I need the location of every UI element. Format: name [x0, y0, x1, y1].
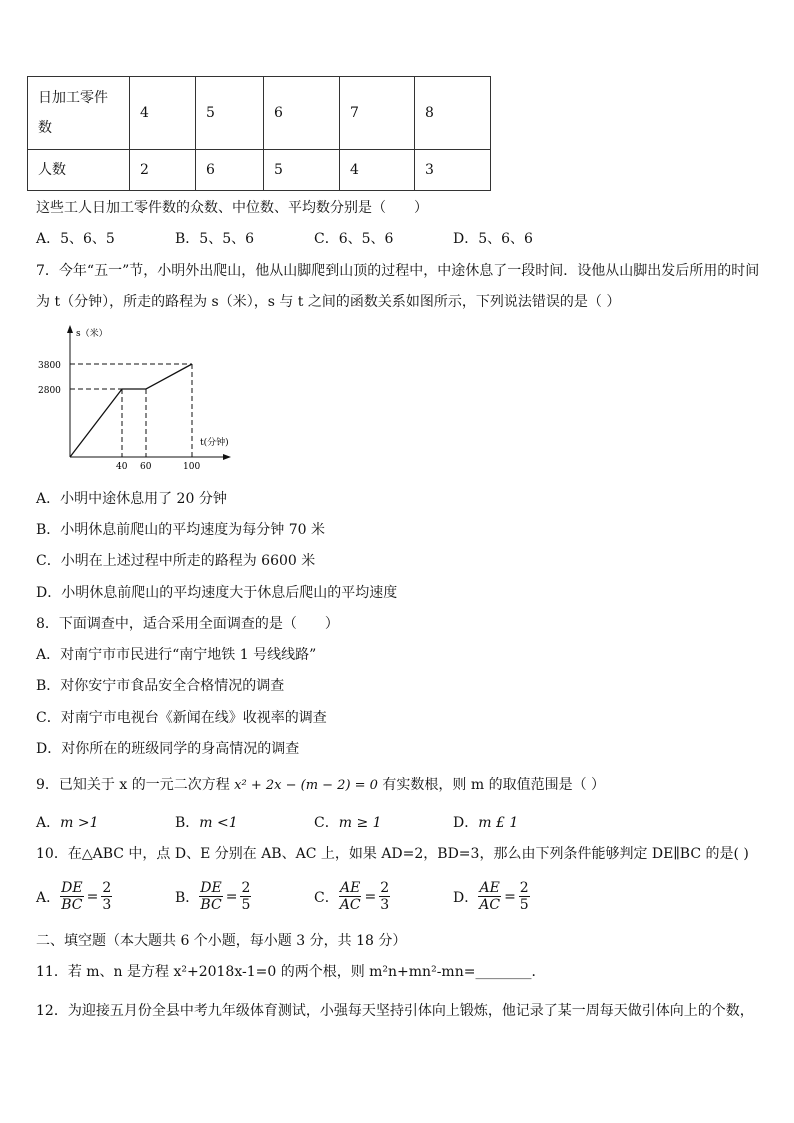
- fraction: [240, 880, 251, 913]
- denominator: BC: [61, 897, 83, 913]
- q10-option-b: [175, 880, 251, 913]
- q12-question: 12．为迎接五月份全县中考九年级体育测试，小强每天坚持引体向上锻炼，他记录了某一周每天做引体向上的个数，: [36, 1003, 754, 1019]
- numerator: AE: [339, 880, 361, 896]
- denominator: AC: [479, 897, 501, 913]
- option-letter: B．: [175, 889, 200, 906]
- q6-question: 这些工人日加工零件数的众数、中位数、平均数分别是（ ）: [36, 200, 428, 216]
- equals-sign: =: [86, 888, 99, 905]
- denominator: 5: [519, 897, 529, 913]
- q9-prefix: 9．已知关于 x 的一元二次方程: [36, 777, 230, 793]
- q7-option-b: B．小明休息前爬山的平均速度为每分钟 70 米: [36, 522, 326, 538]
- numerator: DE: [61, 880, 83, 896]
- fraction: [101, 880, 112, 913]
- q10-option-c: [314, 880, 390, 913]
- table-cell: 8: [415, 77, 491, 150]
- q8-option-d: D．对你所在的班级同学的身高情况的调查: [36, 741, 300, 757]
- option-expr: m ≥ 1: [338, 815, 382, 831]
- x-axis-label: t(分钟): [200, 438, 229, 448]
- q9-equation: x² + 2x − (m − 2) = 0: [234, 778, 378, 793]
- q7-question-line2: 为 t（分钟），所走的路程为 s（米），s 与 t 之间的函数关系如图所示，下列说法错误的是（ ）: [36, 294, 621, 310]
- q6-option-d: D．5、6、6: [453, 231, 533, 247]
- q10-option-d: [453, 880, 530, 913]
- q8-question: 8．下面调查中，适合采用全面调查的是（ ）: [36, 616, 339, 632]
- x-tick-60: 60: [140, 462, 152, 472]
- q8-option-c: C．对南宁市电视台《新闻在线》收视率的调查: [36, 710, 327, 726]
- numerator: 2: [519, 880, 529, 896]
- q7-question-line1: 7．今年“五一”节，小明外出爬山，他从山脚爬到山顶的过程中，中途休息了一段时间．设他从山脚出发后所用的时间: [36, 263, 760, 279]
- fraction: [478, 880, 501, 913]
- option-expr: m £ 1: [478, 815, 519, 831]
- table-cell: 2: [130, 150, 196, 191]
- distance-time-graph: [30, 322, 260, 474]
- denominator: 5: [241, 897, 251, 913]
- numerator: DE: [200, 880, 222, 896]
- section-heading-fill-in: 二、填空题（本大题共 6 个小题，每小题 3 分，共 18 分）: [36, 933, 407, 949]
- table-cell: 6: [264, 77, 340, 150]
- option-letter: D．: [453, 889, 479, 906]
- equals-sign: =: [225, 888, 238, 905]
- option-expr: m >1: [60, 815, 99, 831]
- x-tick-100: 100: [183, 462, 201, 472]
- numerator: AE: [479, 880, 500, 896]
- equals-sign: =: [504, 888, 516, 905]
- y-tick-2800: 2800: [38, 386, 61, 396]
- option-letter: A．: [36, 815, 61, 831]
- q8-option-b: B．对你安宁市食品安全合格情况的调查: [36, 678, 285, 694]
- numerator: 2: [380, 880, 390, 896]
- fraction: [199, 880, 222, 913]
- x-tick-40: 40: [116, 462, 128, 472]
- option-letter: C．: [314, 889, 339, 906]
- fraction: [339, 880, 362, 913]
- denominator: 3: [102, 897, 112, 913]
- q6-option-b: B．5、5、6: [175, 231, 255, 247]
- q9-option-a: [36, 814, 99, 832]
- q10-option-a: [36, 880, 112, 913]
- denominator: 3: [380, 897, 390, 913]
- y-axis-label: s（米）: [76, 329, 108, 339]
- table-row: [28, 77, 491, 150]
- fraction: [379, 880, 390, 913]
- fraction: [519, 880, 530, 913]
- q9-option-c: [314, 814, 382, 832]
- table-row-header: 日加工零件数: [28, 77, 130, 150]
- q11-question: 11．若 m、n 是方程 x²+2018x-1=0 的两个根，则 m²n+mn²-mn=________．: [36, 964, 546, 980]
- q10-question: 10．在△ABC 中，点 D、E 分别在 AB、AC 上，如果 AD=2，BD=3，那么由下列条件能够判定 DE∥BC 的是( ): [36, 846, 749, 862]
- table-cell: 4: [340, 150, 415, 191]
- table-cell: 4: [130, 77, 196, 150]
- q7-option-d: D．小明休息前爬山的平均速度大于休息后爬山的平均速度: [36, 585, 398, 601]
- option-letter: A．: [36, 889, 61, 906]
- q9-option-b: [175, 814, 238, 832]
- q6-option-c: C．6、5、6: [314, 231, 394, 247]
- q9-option-d: [453, 814, 518, 832]
- q8-option-a: A．对南宁市市民进行“南宁地铁 1 号线线路”: [36, 647, 317, 663]
- option-letter: C．: [314, 815, 339, 831]
- table-cell: 3: [415, 150, 491, 191]
- option-letter: D．: [453, 815, 479, 831]
- y-tick-3800: 3800: [38, 361, 61, 371]
- q9-question: [36, 776, 605, 795]
- q7-option-a: A．小明中途休息用了 20 分钟: [36, 491, 227, 507]
- table-cell: 7: [340, 77, 415, 150]
- table-row: [28, 150, 491, 191]
- table-row-header: 人数: [28, 150, 130, 191]
- denominator: BC: [200, 897, 222, 913]
- numerator: 2: [102, 880, 112, 896]
- equals-sign: =: [364, 888, 377, 905]
- q6-option-a: A．5、6、5: [36, 231, 115, 247]
- table-cell: 5: [196, 77, 264, 150]
- frequency-table: [27, 76, 491, 191]
- option-letter: B．: [175, 815, 200, 831]
- y-axis-arrow: [67, 325, 73, 333]
- table-cell: 6: [196, 150, 264, 191]
- distance-line: [70, 364, 192, 457]
- numerator: 2: [241, 880, 251, 896]
- q7-option-c: C．小明在上述过程中所走的路程为 6600 米: [36, 553, 316, 569]
- q9-suffix: 有实数根，则 m 的取值范围是（ ）: [382, 777, 606, 793]
- x-axis-arrow: [223, 454, 231, 460]
- fraction: [60, 880, 83, 913]
- option-expr: m <1: [199, 815, 238, 831]
- denominator: AC: [339, 897, 361, 913]
- table-cell: 5: [264, 150, 340, 191]
